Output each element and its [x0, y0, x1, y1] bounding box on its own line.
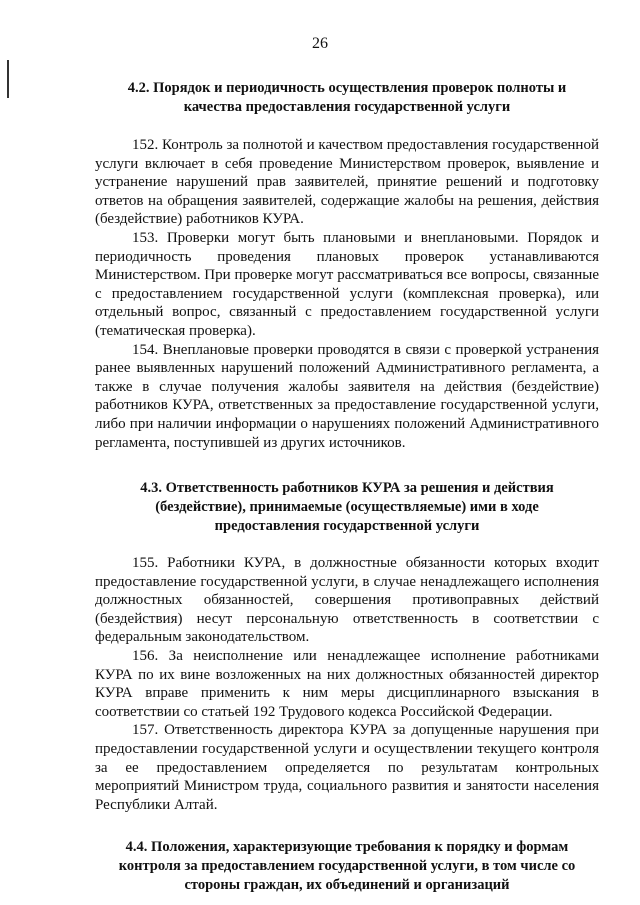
heading-line: качества предоставления государственной услуги	[183, 99, 511, 115]
heading-line: предоставления государственной услуги	[214, 518, 480, 535]
paragraph-152: 152. Контроль за полнотой и качеством предоставления государственной услуги включает в себя проведение Министерством проверок, выявление и устранение нарушений прав заявителей, принятие решений и подготовку ответов на обращения заявителей, содержащие жалобы на решения, действия (бездействие) работников КУРА.	[95, 137, 599, 228]
section-heading-4-3	[95, 479, 599, 536]
paragraph-155: 155. Работники КУРА, в должностные обязанности которых входит предоставление государственной услуги, в случае ненадлежащего исполнения должностных обязанностей, совершения противоправных действий (бездействия) несут персональную ответственность в соответствии с федеральным законодательством.	[95, 555, 599, 646]
page-number: 26	[312, 35, 328, 52]
heading-line: 4.3. Ответственность работников КУРА за решения и действия	[140, 480, 554, 497]
paragraph-156: 156. За неисполнение или ненадлежащее исполнение работниками КУРА по их вине возложенных на них должностных обязанностей директор КУРА вправе применить к ним меры дисциплинарного взыскания в соответствии со статьей 192 Трудового кодекса Российской Федерации.	[95, 648, 599, 720]
heading-line: контроля за предоставлением государственной услуги, в том числе со	[118, 858, 576, 875]
document-body	[95, 79, 599, 895]
paragraph-154: 154. Внеплановые проверки проводятся в связи с проверкой устранения ранее выявленных нарушений положений Административного регламента, а также в случае получения жалобы заявителя на действия (бездействие) работников КУРА, ответственных за предоставление государственной услуги, либо при наличии информации о нарушениях положений Административного регламента, поступившей из других источников.	[95, 341, 599, 451]
heading-line: 4.4. Положения, характеризующие требования к порядку и формам	[125, 839, 569, 856]
scan-edge-mark	[7, 60, 9, 98]
heading-line: 4.2. Порядок и периодичность осуществления проверок полноты и	[127, 80, 567, 96]
section-heading-4-4	[95, 838, 599, 895]
section-heading-4-2	[95, 79, 599, 117]
paragraph-153: 153. Проверки могут быть плановыми и внеплановыми. Порядок и периодичность проведения плановых проверок устанавливаются Министерством. При проверке могут рассматриваться все вопросы, связанные с предоставлением государственной услуги (комплексная проверка), или отдельный вопрос, связанный с предоставлением государственной услуги (тематическая проверка).	[95, 229, 599, 339]
heading-line: (бездействие), принимаемые (осуществляемые) ими в ходе	[155, 499, 539, 516]
heading-line: стороны граждан, их объединений и организаций	[184, 877, 510, 894]
paragraph-157: 157. Ответственность директора КУРА за допущенные нарушения при предоставлении государственной услуги и осуществлении текущего контроля за ее предоставлением определяется по результатам контрольных мероприятий Министром труда, социального развития и занятости населения Республики Алтай.	[95, 722, 599, 813]
